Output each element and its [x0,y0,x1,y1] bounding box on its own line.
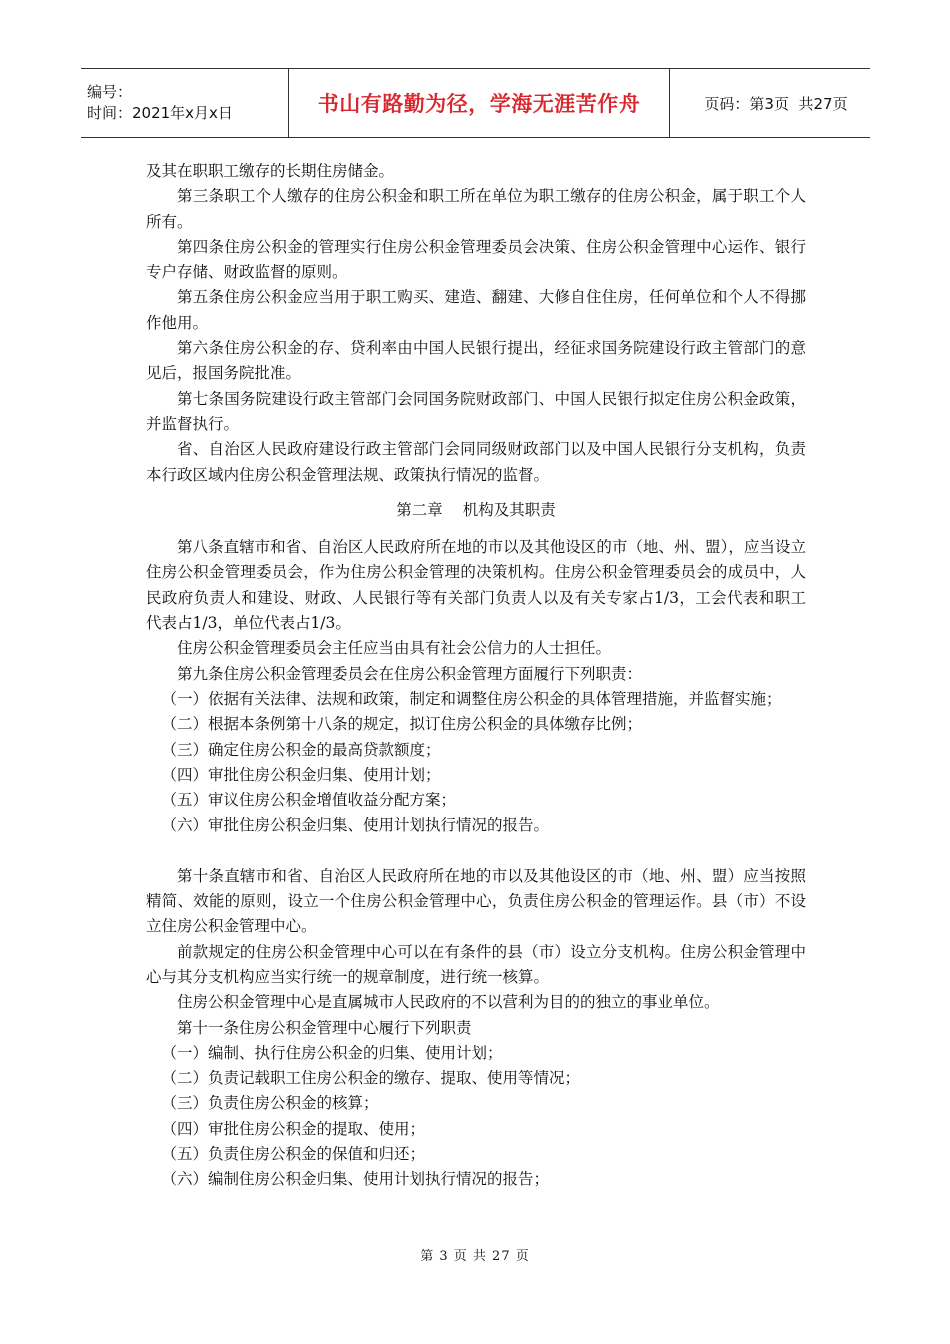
paragraph: 第九条住房公积金管理委员会在住房公积金管理方面履行下列职责： [177,664,643,683]
paragraph: 及其在职职工缴存的长期住房储金。 [146,162,395,180]
list-item: （五）审议住房公积金增值收益分配方案； [161,791,457,810]
paragraph: 第七条国务院建设行政主管部门会同国务院财政部门、中国人民银行拟定住房公积金政策，并监督执行。 [146,389,806,433]
doc-number-label: 编号： [87,83,133,101]
paragraph: 第五条住房公积金应当用于职工购买、建造、翻建、大修自住住房，任何单位和个人不得挪作他用。 [146,288,806,332]
paragraph: 第八条直辖市和省、自治区人民政府所在地的市以及其他设区的市（地、州、盟），应当设立住房公积金管理委员会，作为住房公积金管理的决策机构。住房公积金管理委员会的成员中，人民政府负责人和建设、财政、人民银行等有关部门负责人以及有关专家占1/3，工会代表和职工代表占1/3，单位代表占1/3。 [146,538,806,633]
chapter-title: 机构及其职责 [462,500,556,519]
chapter-heading [146,498,806,523]
document-body [146,159,806,1193]
paragraph: 住房公积金管理中心是直属城市人民政府的不以营利为目的的独立的事业单位。 [177,993,720,1012]
list-item: （六）编制住房公积金归集、使用计划执行情况的报告； [161,1170,550,1189]
page-header [81,68,870,138]
paragraph: 前款规定的住房公积金管理中心可以在有条件的县（市）设立分支机构。住房公积金管理中心与其分支机构应当实行统一的规章制度，进行统一核算。 [146,942,806,986]
list-item: （三）确定住房公积金的最高贷款额度； [161,740,441,759]
list-item: （六）审批住房公积金归集、使用计划执行情况的报告。 [161,816,550,835]
paragraph-gap [146,839,806,864]
list-item: （二）负责记载职工住房公积金的缴存、提取、使用等情况； [161,1069,581,1088]
list-item: （一）依据有关法律、法规和政策，制定和调整住房公积金的具体管理措施，并监督实施； [161,689,782,708]
list-item: （三）负责住房公积金的核算； [161,1094,379,1113]
header-page-label: 页码：第3页 共27页 [704,94,848,113]
paragraph: 第六条住房公积金的存、贷利率由中国人民银行提出，经征求国务院建设行政主管部门的意见后，报国务院批准。 [146,339,806,383]
list-item: （四）审批住房公积金的提取、使用； [161,1119,426,1138]
paragraph: 省、自治区人民政府建设行政主管部门会同同级财政部门以及中国人民银行分支机构，负责本行政区域内住房公积金管理法规、政策执行情况的监督。 [146,440,806,484]
paragraph: 第四条住房公积金的管理实行住房公积金管理委员会决策、住房公积金管理中心运作、银行专户存储、财政监督的原则。 [146,237,806,282]
header-meta [81,69,289,137]
paragraph: 第十一条住房公积金管理中心履行下列职责 [177,1018,472,1037]
list-item: （四）审批住房公积金归集、使用计划； [161,765,441,784]
chapter-number: 第二章 [396,500,443,519]
paragraph: 住房公积金管理委员会主任应当由具有社会公信力的人士担任。 [177,639,612,658]
list-item: （一）编制、执行住房公积金的归集、使用计划； [161,1043,503,1062]
list-item: （五）负责住房公积金的保值和归还； [161,1144,426,1163]
page-footer: 第 3 页 共 27 页 [420,1249,530,1264]
doc-time-label: 时间：2021年x月x日 [87,104,233,122]
header-motto-cell [289,69,670,137]
header-motto: 书山有路勤为径，学海无涯苦作舟 [317,92,641,116]
paragraph: 第十条直辖市和省、自治区人民政府所在地的市以及其他设区的市（地、州、盟）应当按照精简、效能的原则，设立一个住房公积金管理中心，负责住房公积金的管理运作。县（市）不设立住房公积金管理中心。 [146,866,806,936]
paragraph: 第三条职工个人缴存的住房公积金和职工所在单位为职工缴存的住房公积金，属于职工个人所有。 [146,187,806,231]
list-item: （二）根据本条例第十八条的规定，拟订住房公积金的具体缴存比例； [161,715,643,734]
header-page-cell [670,69,870,137]
